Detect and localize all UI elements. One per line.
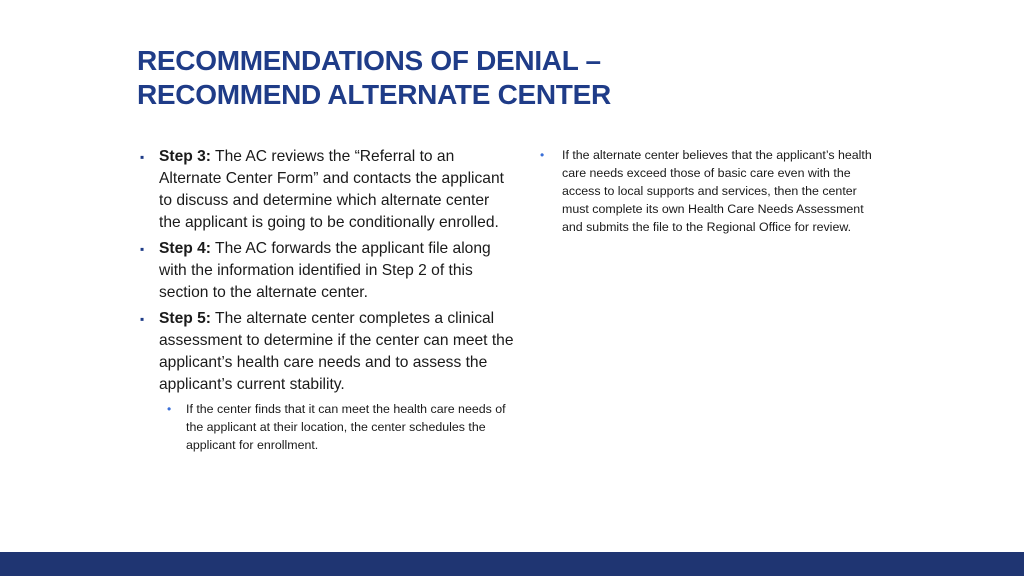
step-text: The AC reviews the “Referral to an Alternate Center Form” and contacts the applicant to discuss and determine which alternate center the applicant is going to be conditionally enrolled. <box>159 148 504 231</box>
slide-title <box>137 44 857 112</box>
left-column <box>140 146 515 454</box>
footer-bar <box>0 552 1024 576</box>
dot-bullet-icon: • <box>167 402 172 416</box>
bullet-text: If the alternate center believes that the applicant’s health care needs exceed those of basic care even with the access to local supports and services, then the center must complete its own Health Care Needs Assessment and submits the file to the Regional Office for review. <box>562 148 872 234</box>
bullet-item <box>540 146 885 236</box>
square-bullet-icon: ▪ <box>140 242 145 256</box>
step-label: Step 4: <box>159 240 211 257</box>
step-item <box>140 146 515 234</box>
sub-bullet-text: If the center finds that it can meet the health care needs of the applicant at their location, the center schedules the applicant for enrollment. <box>186 402 506 452</box>
square-bullet-icon: ▪ <box>140 312 145 326</box>
square-bullet-icon: ▪ <box>140 150 145 164</box>
step-text: The AC forwards the applicant file along with the information identified in Step 2 of this section to the alternate center. <box>159 240 491 301</box>
slide-title-line-1: RECOMMENDATIONS OF DENIAL – <box>137 45 601 76</box>
dot-bullet-icon: • <box>540 148 545 162</box>
sub-bullet-item <box>140 400 515 454</box>
step-item <box>140 238 515 304</box>
step-item <box>140 308 515 396</box>
slide-title-line-2: RECOMMEND ALTERNATE CENTER <box>137 79 611 110</box>
step-label: Step 3: <box>159 148 211 165</box>
step-label: Step 5: <box>159 310 211 327</box>
step-text: The alternate center completes a clinical assessment to determine if the center can meet the applicant’s health care needs and to assess the applicant’s current stability. <box>159 310 514 393</box>
right-column <box>540 146 885 236</box>
